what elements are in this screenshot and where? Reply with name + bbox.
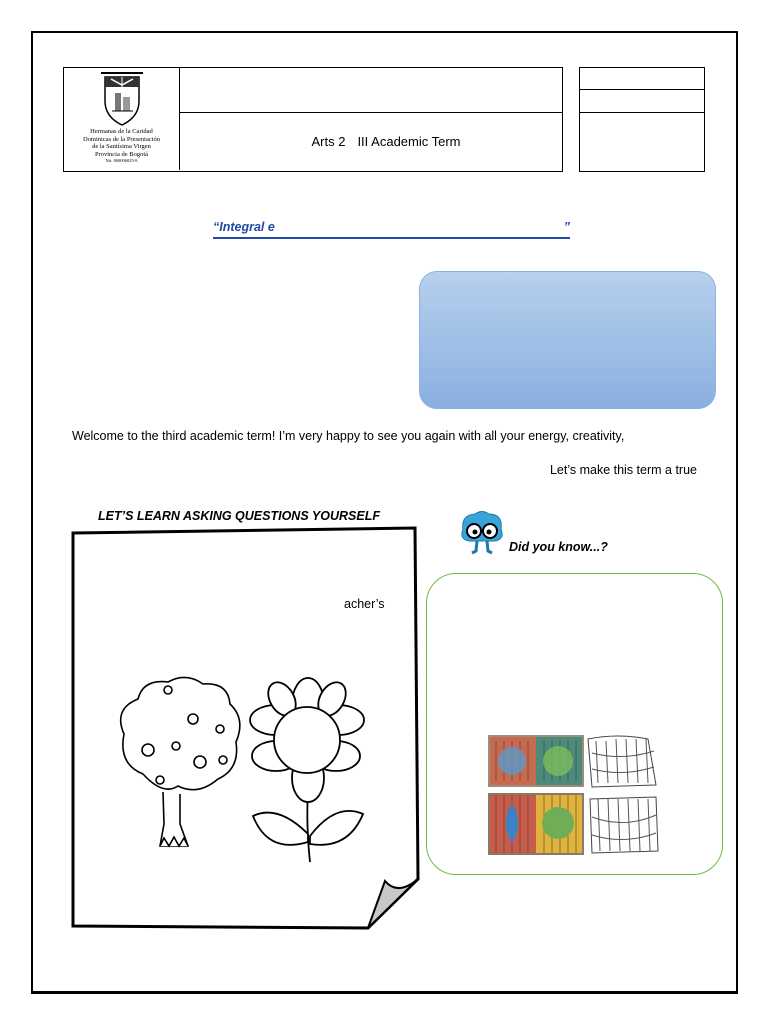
bottom-rule	[31, 992, 738, 994]
subject-label: Arts 2	[311, 133, 346, 149]
document-title	[213, 219, 570, 239]
subject-term-label	[180, 112, 562, 170]
side-box-divider	[580, 112, 704, 113]
flower-drawing-icon	[250, 677, 364, 862]
header-side-box	[579, 67, 705, 172]
school-logo-cell	[64, 68, 180, 170]
title-text: “Integral e	[213, 220, 275, 234]
school-name: Hermanas de la Caridad Dominicas de la Presentación de la Santísima Virgen Provincia de Bogotá Nit. 860006025-8	[82, 128, 161, 163]
brain-mascot-icon	[455, 509, 509, 557]
title-closing-quote: ”	[563, 220, 570, 234]
side-box-divider	[580, 89, 704, 90]
school-crest-icon	[97, 69, 147, 129]
welcome-text: Welcome to the third academic term! I’m very happy to see you again with all your energy, creativity,	[72, 429, 625, 443]
questions-heading: LET’S LEARN ASKING QUESTIONS YOURSELF	[98, 509, 380, 523]
note-page-illustration	[68, 524, 424, 934]
closing-text: Let’s make this term a true	[549, 463, 697, 477]
art-samples-image	[488, 733, 662, 857]
header-table	[63, 67, 563, 172]
note-text: acher’s	[344, 597, 385, 611]
term-label: III Academic Term	[357, 133, 461, 149]
did-you-know-heading: Did you know...?	[509, 540, 608, 554]
blue-callout-box	[419, 271, 716, 409]
